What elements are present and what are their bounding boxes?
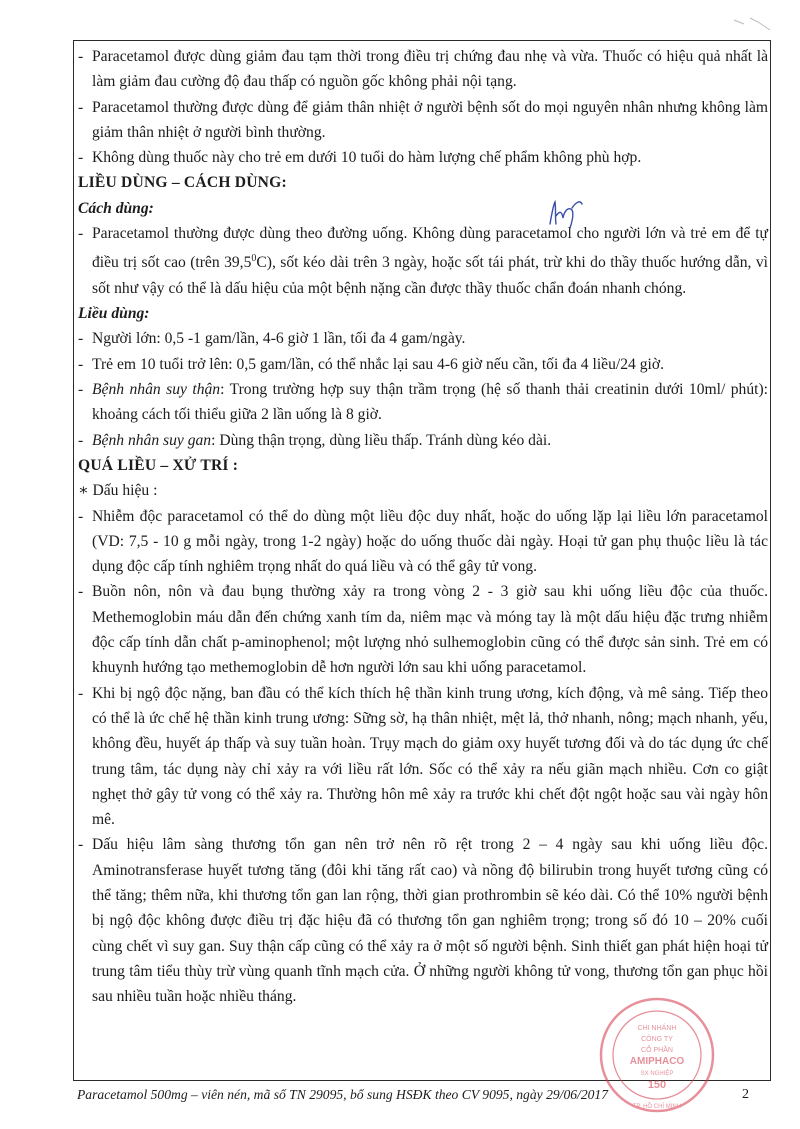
kidney-term: Bệnh nhân suy thận <box>92 381 221 399</box>
list-item: - Khi bị ngộ độc nặng, ban đầu có thể kích thích hệ thần kinh trung ương, kích động, và mê sảng. Tiếp theo có thể là ức chế hệ thần kinh trung ương: Sững sờ, hạ thân nhiệt, mệt lả, thở nhanh, nông; mạch nhanh, yếu, không đều, huyết áp thấp và suy tuần hoàn. Trụy mạch do giảm oxy huyết tương đối và do tác dụng ức chế trung tâm, tác dụng này chỉ xảy ra với liều rất lớn. Sốc có thể xảy ra nếu giãn mạch nhiều. Cơn co giật nghẹt thở gây tử vong có thể xảy ra. Thường hôn mê xảy ra trước khi chết đột ngột hoặc sau vài ngày hôn mê. <box>78 684 768 829</box>
list-item-text: Buồn nôn, nôn và đau bụng thường xảy ra trong vòng 2 - 3 giờ sau khi uống liều độc của thuốc. Methemoglobin máu dẫn đến chứng xanh tím da, niêm mạc và móng tay là một dấu hiệu đặc trưng nhiễm độc cấp tính dẫn chất p-aminophenol; một lượng nhỏ sulhemoglobin cũng có thể được sản sinh. Trẻ em có khuynh hướng tạo methemoglobin dễ hơn người lớn sau khi uống paracetamol. <box>92 583 768 677</box>
svg-text:SX NGHIỆP: SX NGHIỆP <box>640 1071 674 1077</box>
svg-text:CÔNG TY: CÔNG TY <box>641 1036 673 1043</box>
degree-superscript: 0 <box>251 253 257 265</box>
svg-text:AMIPHACO: AMIPHACO <box>629 1056 685 1067</box>
svg-text:CỔ PHẦN: CỔ PHẦN <box>641 1047 673 1054</box>
usage-text-part1: Paracetamol thường được dùng theo đường uống. Không dùng paracetamol cho người lớn và trẻ em để tự điều trị sốt cao (trên 39,5 <box>92 225 768 272</box>
signs-label: ∗ Dấu hiệu : <box>78 482 158 500</box>
list-item-text: Paracetamol được dùng giảm đau tạm thời trong điều trị chứng đau nhẹ và vừa. Thuốc có hiệu quả nhất là làm giảm đau cường độ đau thấp có nguồn gốc không phải nội tạng. <box>92 48 768 91</box>
usage-subheading: Cách dùng: <box>78 199 154 217</box>
list-item: - Buồn nôn, nôn và đau bụng thường xảy ra trong vòng 2 - 3 giờ sau khi uống liều độc của thuốc. Methemoglobin máu dẫn đến chứng xanh tím da, niêm mạc và móng tay là một dấu hiệu đặc trưng nhiễm độc cấp tính dẫn chất p-aminophenol; một lượng nhỏ sulhemoglobin cũng có thể được sản sinh. Trẻ em có khuynh hướng tạo methemoglobin dễ hơn người lớn sau khi uống paracetamol. <box>78 583 768 677</box>
page-number: 2 <box>742 1087 749 1102</box>
liver-text: : Dùng thận trọng, dùng liều thấp. Tránh dùng kéo dài. <box>211 431 552 449</box>
svg-text:TP. HỒ CHÍ MINH: TP. HỒ CHÍ MINH <box>632 1104 682 1110</box>
svg-text:CHI NHÁNH: CHI NHÁNH <box>637 1025 677 1032</box>
section-heading-overdose: QUÁ LIỀU – XỬ TRÍ : <box>78 456 239 474</box>
list-item: - Không dùng thuốc này cho trẻ em dưới 10 tuổi do hàm lượng chế phẩm không phù hợp. <box>78 149 642 167</box>
list-item: - Nhiễm độc paracetamol có thể do dùng một liều độc duy nhất, hoặc do uống lặp lại liều lớn paracetamol (VD: 7,5 - 10 g mỗi ngày, trong 1-2 ngày) hoặc do uống thuốc dài ngày. Hoại tử gan phụ thuộc liều là tác dụng độc cấp tính nghiêm trọng nhất do quá liều và có thể gây tử vong. <box>78 507 768 576</box>
dose-subheading: Liều dùng: <box>78 305 150 323</box>
list-item-text: Không dùng thuốc này cho trẻ em dưới 10 tuổi do hàm lượng chế phẩm không phù hợp. <box>92 149 642 167</box>
kidney-text: : Trong trường hợp suy thận trầm trọng (hệ số thanh thải creatinin dưới 10ml/ phút): khoảng cách tối thiểu giữa 2 lần uống là 8 giờ. <box>92 381 769 424</box>
list-item: - Paracetamol thường được dùng theo đường uống. Không dùng paracetamol cho người lớn và trẻ em để tự điều trị sốt cao (trên 39,5$^0$C), sốt kéo dài trên 3 ngày, hoặc sốt tái phát, trừ khi do thầy thuốc hướng dẫn, vì sốt như vậy có thể là dấu hiệu của một bệnh nặng cần được thầy thuốc chẩn đoán nhanh chóng. <box>78 225 768 297</box>
list-item: - Bệnh nhân suy thận: Trong trường hợp suy thận trầm trọng (hệ số thanh thải creatinin dưới 10ml/ phút): khoảng cách tối thiểu giữa 2 lần uống là 8 giờ. <box>78 381 769 424</box>
list-item-text: Dấu hiệu lâm sàng thương tổn gan nên trở nên rõ rệt trong 2 – 4 ngày sau khi uống liều độc. Aminotransferase huyết tương tăng (đôi khi tăng rất cao) và nồng độ bilirubin trong huyết tương cũng có thể tăng; thêm nữa, khi thương tổn gan lan rộng, thời gian prothrombin sẽ kéo dài. Có thể 10% người bệnh bị ngộ độc không được điều trị đặc hiệu đã có thương tổn gan nghiêm trọng; trong số đó 10 – 20% cuối cùng chết vì suy gan. Suy thận cấp cũng có thể xảy ra ở một số người bệnh. Sinh thiết gan phát hiện hoại tử trung tâm tiểu thùy trừ vùng quanh tĩnh mạch cửa. Ở những người không tử vong, thương tổn gan phục hồi sau nhiều tuần hoặc nhiều tháng. <box>92 836 768 1006</box>
dose-child: Trẻ em 10 tuổi trở lên: 0,5 gam/lần, có thể nhắc lại sau 4-6 giờ nếu cần, tối đa 4 liều/24 giờ. <box>92 355 664 373</box>
list-item: - Bệnh nhân suy gan: Dùng thận trọng, dùng liều thấp. Tránh dùng kéo dài. <box>78 431 552 449</box>
list-item-text: Khi bị ngộ độc nặng, ban đầu có thể kích thích hệ thần kinh trung ương, kích động, và mê sảng. Tiếp theo có thể là ức chế hệ thần kinh trung ương: Sững sờ, hạ thân nhiệt, mệt lả, thở nhanh, nông; mạch nhanh, yếu, không đều, huyết áp thấp và suy tuần hoàn. Trụy mạch do giảm oxy huyết tương đối và do tác dụng ức chế trung tâm, tác dụng này chỉ xảy ra với liều rất lớn. Sốc có thể xảy ra nếu giãn mạch nhiều. Cơn co giật nghẹt thở gây tử vong có thể xảy ra. Thường hôn mê xảy ra trước khi chết đột ngột hoặc sau vài ngày hôn mê. <box>92 684 768 829</box>
liver-term: Bệnh nhân suy gan <box>92 431 212 449</box>
section-heading-dosage: LIỀU DÙNG – CÁCH DÙNG: <box>78 174 287 192</box>
handwritten-signature <box>546 198 586 230</box>
list-item: - Dấu hiệu lâm sàng thương tổn gan nên trở nên rõ rệt trong 2 – 4 ngày sau khi uống liều độc. Aminotransferase huyết tương tăng (đôi khi tăng rất cao) và nồng độ bilirubin trong huyết tương cũng có thể tăng; thêm nữa, khi thương tổn gan lan rộng, thời gian prothrombin sẽ kéo dài. Có thể 10% người bệnh bị ngộ độc không được điều trị đặc hiệu đã có thương tổn gan nghiêm trọng; trong số đó 10 – 20% cuối cùng chết vì suy gan. Suy thận cấp cũng có thể xảy ra ở một số người bệnh. Sinh thiết gan phát hiện hoại tử trung tâm tiểu thùy trừ vùng quanh tĩnh mạch cửa. Ở những người không tử vong, thương tổn gan phục hồi sau nhiều tuần hoặc nhiều tháng. <box>78 836 768 1006</box>
list-item: - Người lớn: 0,5 -1 gam/lần, 4-6 giờ 1 lần, tối đa 4 gam/ngày. <box>78 330 466 348</box>
list-item: - Trẻ em 10 tuổi trở lên: 0,5 gam/lần, có thể nhắc lại sau 4-6 giờ nếu cần, tối đa 4 liều/24 giờ. <box>78 355 664 373</box>
document-footer: Paracetamol 500mg – viên nén, mã số TN 29095, bổ sung HSĐK theo CV 9095, ngày 29/06/2017 <box>77 1087 609 1102</box>
list-item: - Paracetamol được dùng giảm đau tạm thời trong điều trị chứng đau nhẹ và vừa. Thuốc có hiệu quả nhất là làm giảm đau cường độ đau thấp có nguồn gốc không phải nội tạng. <box>78 48 768 91</box>
list-item: - Paracetamol thường được dùng để giảm thân nhiệt ở người bệnh sốt do mọi nguyên nhân nhưng không làm giảm thân nhiệt ở người bình thường. <box>78 98 768 141</box>
svg-text:150: 150 <box>647 1079 667 1091</box>
document-body <box>78 44 768 1009</box>
list-item-text: Nhiễm độc paracetamol có thể do dùng một liều độc duy nhất, hoặc do uống lặp lại liều lớn paracetamol (VD: 7,5 - 10 g mỗi ngày, trong 1-2 ngày) hoặc do uống thuốc dài ngày. Hoại tử gan phụ thuộc liều là tác dụng độc cấp tính nghiêm trọng nhất do quá liều và có thể gây tử vong. <box>92 507 768 576</box>
corner-scan-mark <box>730 14 780 34</box>
usage-text-part2: C), sốt kéo dài trên 3 ngày, hoặc sốt tái phát, trừ khi do thầy thuốc hướng dẫn, vì sốt như vậy có thể là dấu hiệu của một bệnh nặng cần được thầy thuốc chẩn đoán nhanh chóng. <box>92 254 768 297</box>
list-item-text: Paracetamol thường được dùng để giảm thân nhiệt ở người bệnh sốt do mọi nguyên nhân nhưng không làm giảm thân nhiệt ở người bình thường. <box>92 98 768 141</box>
dose-adult: Người lớn: 0,5 -1 gam/lần, 4-6 giờ 1 lần, tối đa 4 gam/ngày. <box>92 330 466 348</box>
